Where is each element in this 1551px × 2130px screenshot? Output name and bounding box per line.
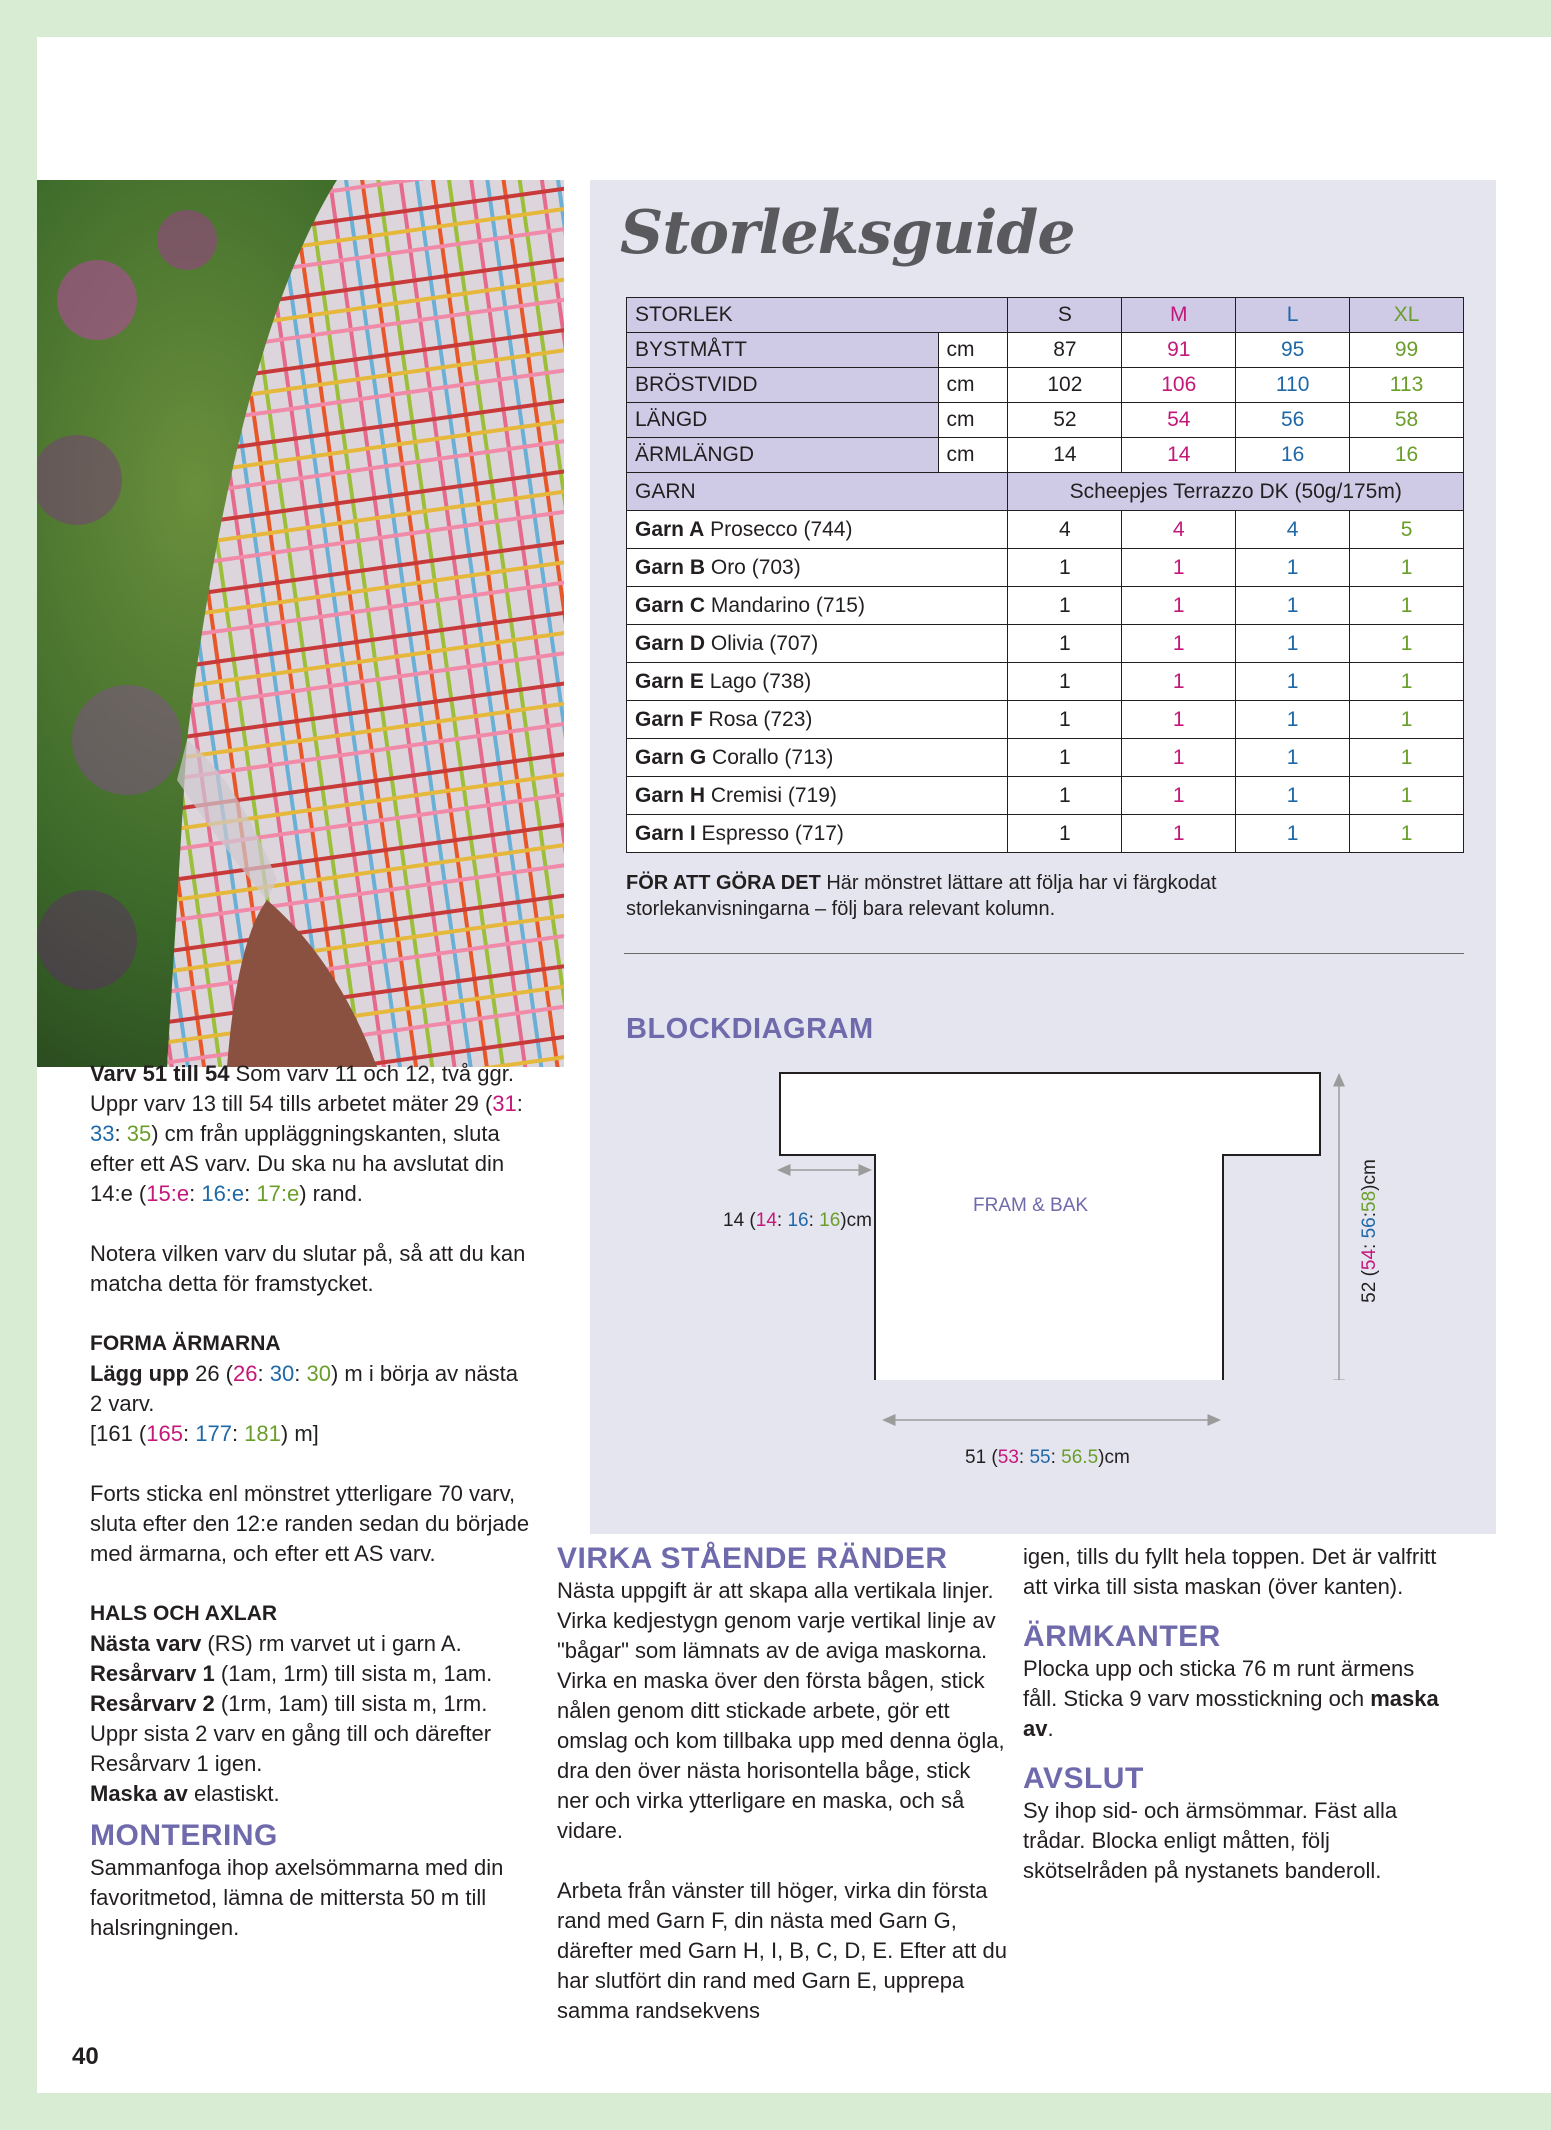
paragraph: Arbeta från vänster till höger, virka din första rand med Garn F, din nästa med Garn G, därefter med Garn H, I, B, C, D, E. Efter att du har slutfört din rand med Garn E, upprepa samma randsekvens	[557, 1878, 1007, 2023]
yarn-row: Garn A Prosecco (744) 4 4 4 5	[627, 511, 1464, 549]
stripes-heading: VIRKA STÅENDE RÄNDER	[557, 1542, 948, 1575]
middle-column	[557, 1532, 1007, 2026]
paragraph: igen, tills du fyllt hela toppen. Det är valfritt att virka till sista maskan (över kanten).	[1023, 1544, 1437, 1599]
paragraph: [161 (165: 177: 181) m]	[90, 1421, 319, 1446]
yarn-row: Garn H Cremisi (719) 1 1 1 1	[627, 777, 1464, 815]
yarn-row: Garn B Oro (703) 1 1 1 1	[627, 549, 1464, 587]
width-measure-label: 51 (53: 55: 56.5)cm	[965, 1447, 1130, 1468]
measure-row: BYSTMÅTT cm 87 91 95 99	[627, 333, 1464, 368]
width-arrow	[590, 1410, 1496, 1450]
paragraph: Nästa uppgift är att skapa alla vertikala linjer. Virka kedjestygn genom varje vertikal linje av "bågar" som lämnats av de aviga maskorna. Virka en maska över den första bågen, stick nålen genom ditt stickade arbete, gör ett omslag och kom tillbaka upp med denna ögla, dra den över nästa horisontella båge, stick ner och virka ytterligare en maska, och så vidare.	[557, 1578, 1005, 1843]
yarn-brand: Scheepjes Terrazzo DK (50g/175m)	[1008, 473, 1464, 511]
color-code-note: FÖR ATT GÖRA DET Här mönstret lättare att följa har vi färgkodat storlekanvisningarna – följ bara relevant kolumn.	[626, 872, 1217, 920]
paragraph: Uppr sista 2 varv en gång till och därefter Resårvarv 1 igen.	[90, 1721, 492, 1776]
piece-label: FRAM & BAK	[973, 1195, 1089, 1216]
measure-row: ÄRMLÄNGD cm 14 14 16 16	[627, 438, 1464, 473]
measure-row: LÄNGD cm 52 54 56 58	[627, 403, 1464, 438]
yarn-row: Garn I Espresso (717) 1 1 1 1	[627, 815, 1464, 853]
paragraph: Nästa varv (RS) rm varvet ut i garn A.	[90, 1631, 462, 1656]
cuffs-heading: ÄRMKANTER	[1023, 1620, 1221, 1653]
size-table	[626, 297, 1464, 853]
right-column	[1023, 1542, 1453, 1886]
assembly-heading: MONTERING	[90, 1819, 278, 1852]
paragraph: Sy ihop sid- och ärmsömmar. Fäst alla trådar. Blocka enligt måtten, följ skötselråden på nystanets banderoll.	[1023, 1798, 1398, 1883]
paragraph: Varv 51 till 54 Som varv 11 och 12, två ggr.	[90, 1061, 514, 1086]
yarn-row: Garn F Rosa (723) 1 1 1 1	[627, 701, 1464, 739]
garment-photo	[37, 180, 564, 1067]
yarn-header-label: GARN	[627, 473, 1008, 511]
size-m: M	[1122, 298, 1236, 333]
paragraph: Resårvarv 1 (1am, 1rm) till sista m, 1am.	[90, 1661, 493, 1686]
size-header-label: STORLEK	[627, 298, 1008, 333]
size-header-row	[627, 298, 1464, 333]
paragraph: Resårvarv 2 (1rm, 1am) till sista m, 1rm.	[90, 1691, 488, 1716]
size-guide-panel	[590, 180, 1496, 1534]
size-l: L	[1236, 298, 1350, 333]
yarn-header-row	[627, 473, 1464, 511]
paragraph: Notera vilken varv du slutar på, så att du kan matcha detta för framstycket.	[90, 1241, 526, 1296]
paragraph: Uppr varv 13 till 54 tills arbetet mäter 29 (31: 33: 35) cm från uppläggningskanten, sluta efter ett AS varv. Du ska nu ha avslutat din 14:e (15:e: 16:e: 17:e) rand.	[90, 1091, 523, 1206]
paragraph: Maska av elastiskt.	[90, 1781, 280, 1806]
paragraph: Forts sticka enl mönstret ytterligare 70 varv, sluta efter den 12:e randen sedan du började med ärmarna, och efter ett AS varv.	[90, 1481, 530, 1566]
sleeves-heading: FORMA ÄRMARNA	[90, 1332, 281, 1355]
yarn-row: Garn E Lago (738) 1 1 1 1	[627, 663, 1464, 701]
size-guide-title: Storleksguide	[620, 198, 1075, 268]
blockdiagram-heading: BLOCKDIAGRAM	[626, 1013, 874, 1045]
size-s: S	[1008, 298, 1122, 333]
page-number: 40	[72, 2043, 99, 2070]
finish-heading: AVSLUT	[1023, 1762, 1144, 1795]
paragraph: Plocka upp och sticka 76 m runt ärmens fåll. Sticka 9 varv mosstickning och maska av.	[1023, 1656, 1439, 1741]
measure-row: BRÖSTVIDD cm 102 106 110 113	[627, 368, 1464, 403]
page	[37, 37, 1551, 2093]
yarn-row: Garn D Olivia (707) 1 1 1 1	[627, 625, 1464, 663]
left-column	[90, 1059, 530, 1943]
size-xl: XL	[1350, 298, 1464, 333]
paragraph: Sammanfoga ihop axelsömmarna med din favoritmetod, lämna de mittersta 50 m till halsringningen.	[90, 1855, 504, 1940]
paragraph: Lägg upp 26 (26: 30: 30) m i börja av nästa 2 varv.	[90, 1361, 519, 1416]
yarn-row: Garn C Mandarino (715) 1 1 1 1	[627, 587, 1464, 625]
neck-heading: HALS OCH AXLAR	[90, 1602, 278, 1625]
length-measure-label: 52 (54: 56:58)cm	[1358, 1159, 1380, 1303]
divider	[624, 953, 1464, 954]
yarn-row: Garn G Corallo (713) 1 1 1 1	[627, 739, 1464, 777]
sleeve-measure-label: 14 (14: 16: 16)cm	[723, 1210, 872, 1231]
